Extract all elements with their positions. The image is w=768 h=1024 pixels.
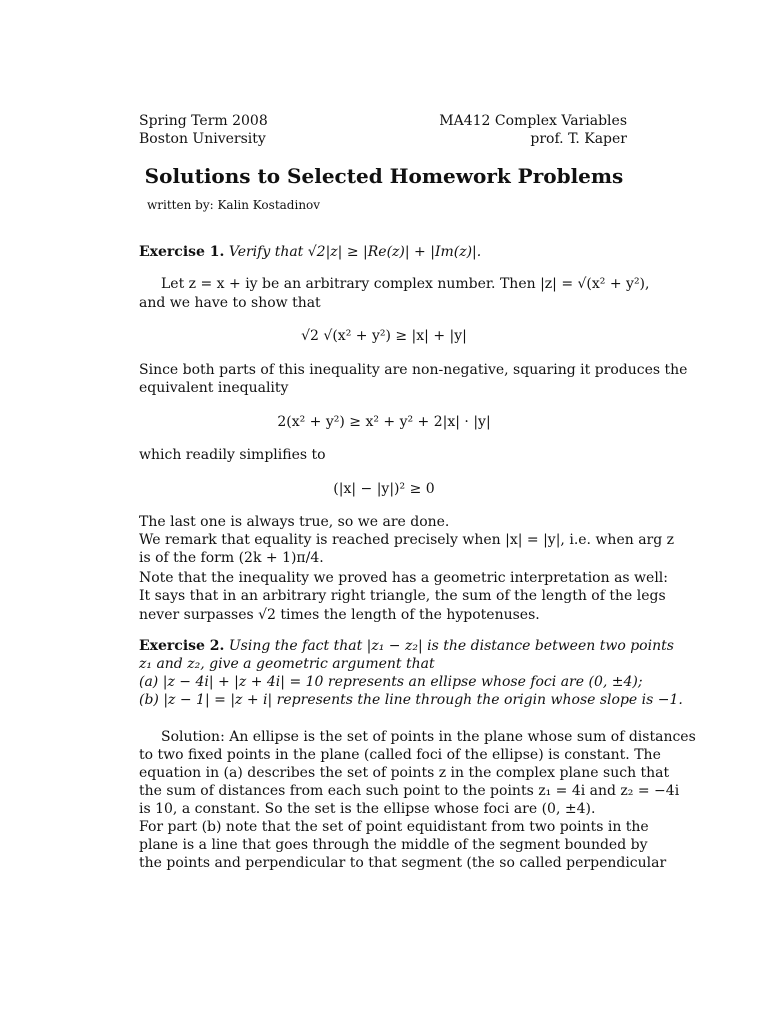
ex2-solution-8: the points and perpendicular to that segment (the so called perpendicular [139,855,667,871]
ex1-paragraph-1b: and we have to show that [139,295,321,311]
term-label: Spring Term 2008 [139,113,268,129]
ex1-paragraph-1: Let z = x + iy be an arbitrary complex number. Then |z| = √(x² + y²), [161,276,650,292]
ex1-paragraph-5a: We remark that equality is reached precisely when |x| = |y|, i.e. when arg z [139,532,675,548]
ex1-paragraph-5b: is of the form (2k + 1)π/4. [139,550,324,566]
ex2-solution-1: Solution: An ellipse is the set of points in the plane whose sum of distances [161,729,696,745]
exercise-2-statement-1: Using the fact that |z₁ − z₂| is the distance between two points [228,638,674,654]
exercise-2-heading [139,637,674,655]
ex1-paragraph-3: which readily simplifies to [139,447,326,463]
ex1-paragraph-4: The last one is always true, so we are done. [139,514,450,530]
exercise-2-part-a [139,673,643,691]
page-title: Solutions to Selected Homework Problems [144,164,624,188]
ex2-solution-6: For part (b) note that the set of point equidistant from two points in the [139,819,649,835]
exercise-2-statement-2-text: z₁ and z₂, give a geometric argument that [139,656,435,672]
ex1-paragraph-2a: Since both parts of this inequality are non-negative, squaring it produces the [139,362,688,378]
exercise-1-heading [139,243,481,261]
ex1-paragraph-6a: Note that the inequality we proved has a geometric interpretation as well: [139,570,668,586]
ex1-paragraph-6c: never surpasses √2 times the length of the hypotenuses. [139,607,540,623]
author-line: written by: Kalin Kostadinov [147,198,321,212]
course-label: MA412 Complex Variables [439,113,627,129]
ex2-solution-5: is 10, a constant. So the set is the ellipse whose foci are (0, ±4). [139,801,596,817]
exercise-1-label: Exercise 1. [139,244,225,260]
ex1-paragraph-2b: equivalent inequality [139,380,289,396]
ex1-equation-1: √2 √(x² + y²) ≥ |x| + |y| [301,328,467,344]
ex1-equation-2: 2(x² + y²) ≥ x² + y² + 2|x| · |y| [277,414,491,430]
ex2-solution-7: plane is a line that goes through the middle of the segment bounded by [139,837,648,853]
ex1-paragraph-6b: It says that in an arbitrary right triangle, the sum of the length of the legs [139,588,666,604]
ex2-solution-2: to two fixed points in the plane (called foci of the ellipse) is constant. The [139,747,661,763]
exercise-2-statement-2 [139,655,629,673]
exercise-1-statement: Verify that √2|z| ≥ |Re(z)| + |Im(z)|. [228,244,482,260]
university-label: Boston University [139,131,266,147]
ex2-solution-4: the sum of distances from each such point to the points z₁ = 4i and z₂ = −4i [139,783,680,799]
exercise-2-part-b-text: (b) |z − 1| = |z + i| represents the line through the origin whose slope is −1. [139,692,683,708]
exercise-2-part-b [139,691,683,709]
professor-label: prof. T. Kaper [530,131,627,147]
ex2-solution-3: equation in (a) describes the set of points z in the complex plane such that [139,765,670,781]
exercise-2-label: Exercise 2. [139,638,225,654]
ex1-equation-3: (|x| − |y|)² ≥ 0 [333,481,435,497]
exercise-2-part-a-text: (a) |z − 4i| + |z + 4i| = 10 represents an ellipse whose foci are (0, ±4); [139,674,643,690]
